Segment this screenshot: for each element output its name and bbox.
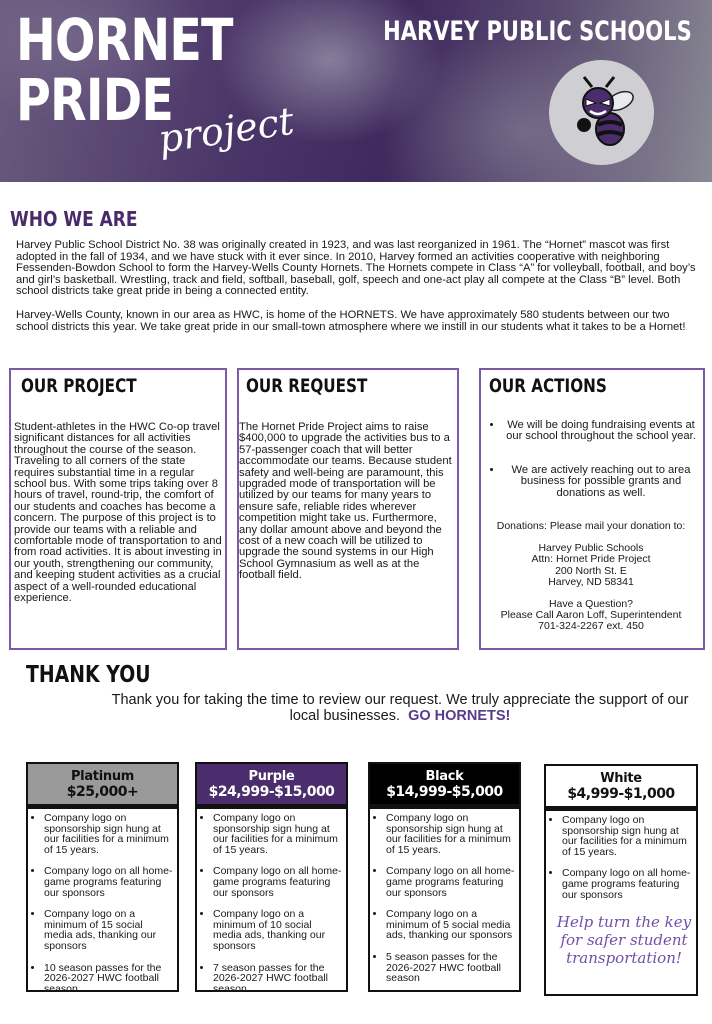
tier-benefit: • 7 season passes for the 2026-2027 HWC football season xyxy=(213,963,342,995)
school-name: HARVEY PUBLIC SCHOOLS xyxy=(383,16,692,47)
tier-benefit: • 10 season passes for the 2026-2027 HWC football season xyxy=(44,963,173,995)
address-line: Harvey, ND 58341 xyxy=(548,575,634,588)
our-request-box xyxy=(237,368,459,650)
tier-name: Platinum xyxy=(70,769,135,784)
hornet-mascot-icon xyxy=(562,73,642,153)
tier-benefit: • Company logo on a minimum of 10 social media ads, thanking our sponsors xyxy=(213,909,342,951)
actions-item: • We are actively reaching out to area business for possible grants and donations as well. xyxy=(503,465,699,499)
tier-amount: $25,000+ xyxy=(66,784,139,800)
who-paragraph-2: Harvey-Wells County, known in our area as HWC, is home of the HORNETS. We have approximately 580 students between our two school districts this year. We take great pride in our small-town atmosphere where we instill in our students what it takes to be a Hornet! xyxy=(16,308,686,333)
tier-benefits-list xyxy=(370,813,519,984)
tier-platinum-header xyxy=(26,762,179,806)
tier-amount: $4,999-$1,000 xyxy=(567,786,675,802)
tier-benefit: • Company logo on a minimum of 15 social media ads, thanking our sponsors xyxy=(44,909,173,951)
hornet-logo xyxy=(549,60,654,165)
who-we-are-body xyxy=(16,240,702,345)
tier-platinum-body xyxy=(26,806,179,995)
our-request-body: The Hornet Pride Project aims to raise $400,000 to upgrade the activities bus to a 57-passenger coach that will better accommodate our teams. Because student safety and well-being are paramount, this upgraded mode of transportation will be utilized by our teams for many years to ensure safe, reliable rides wherever competition might take us. Furthermore, any dollar amount above and beyond the cost of a new coach will be utilized to upgrade the sound systems in our High School Gymnasium as well as at the football field. xyxy=(239,421,452,582)
our-project-body: Student-athletes in the HWC Co-op travel significant distances for all activities throughout the course of the season. Traveling to all corners of the state requires substantial time in a regular school bus. With some trips taking over 8 hours of travel, round-trip, the comfort of our students and coaches has become a concern. The purpose of this project is to provide our teams with a reliable and comfortable mode of transportation to and from road activities. It is about investing in our youth, strengthening our community, and keeping student activities as a crucial aspect of a well-rounded educational experience. xyxy=(14,421,222,605)
tier-name: Purple xyxy=(248,769,295,784)
tier-benefit: • Company logo on all home-game programs featuring our sponsors xyxy=(386,866,515,898)
tier-benefit: • Company logo on sponsorship sign hung at our facilities for a minimum of 15 years. xyxy=(213,813,342,855)
help-turn-key-note: Help turn the key for safer student transportation! xyxy=(556,913,692,967)
tier-amount: $14,999-$5,000 xyxy=(386,784,503,800)
tier-purple-header xyxy=(195,762,348,806)
tier-white-body xyxy=(544,808,698,996)
tier-purple-body xyxy=(195,806,348,995)
tier-name: White xyxy=(600,771,642,786)
actions-list xyxy=(483,420,699,499)
tier-benefit: • Company logo on sponsorship sign hung at our facilities for a minimum of 15 years. xyxy=(44,813,173,855)
tier-benefit: • Company logo on all home-game programs featuring our sponsors xyxy=(562,868,692,900)
contact-line: 701-324-2267 ext. 450 xyxy=(538,620,644,633)
address-line: 200 North St. E xyxy=(555,564,627,577)
our-actions-content xyxy=(483,420,699,633)
thank-you-body xyxy=(110,693,690,724)
tier-benefit: • Company logo on a minimum of 5 social media ads, thanking our sponsors xyxy=(386,909,515,941)
header-banner xyxy=(0,0,712,182)
donations-text: Donations: Please mail your donation to: xyxy=(496,520,686,533)
tier-benefits-list xyxy=(28,813,177,994)
address-line: Harvey Public Schools xyxy=(538,542,644,555)
tier-benefits-list xyxy=(546,815,696,900)
our-actions-box xyxy=(479,368,705,650)
contact-line: Please Call Aaron Loff, Superintendent xyxy=(500,609,682,622)
tier-white-header xyxy=(544,764,698,808)
tier-benefits-list xyxy=(197,813,346,994)
tier-benefit: • Company logo on all home-game programs featuring our sponsors xyxy=(213,866,342,898)
our-request-heading: OUR REQUEST xyxy=(246,375,368,397)
our-actions-heading: OUR ACTIONS xyxy=(489,375,607,397)
tier-name: Black xyxy=(425,769,464,784)
tier-black-header xyxy=(368,762,521,806)
who-we-are-heading: WHO WE ARE xyxy=(10,207,138,231)
tier-benefit: • Company logo on sponsorship sign hung at our facilities for a minimum of 15 years. xyxy=(562,815,692,857)
banner-title-line1: HORNET xyxy=(16,6,233,74)
our-project-heading: OUR PROJECT xyxy=(21,375,137,397)
go-hornets-text: GO HORNETS! xyxy=(408,707,511,724)
tier-benefit: • Company logo on all home-game programs featuring our sponsors xyxy=(44,866,173,898)
tier-amount: $24,999-$15,000 xyxy=(208,784,335,800)
banner-project-script: project xyxy=(155,98,297,162)
address-line: Attn: Hornet Pride Project xyxy=(531,553,651,566)
question-text: Have a Question? xyxy=(548,598,634,611)
tier-black-body xyxy=(368,806,521,992)
tier-benefit: • Company logo on sponsorship sign hung at our facilities for a minimum of 15 years. xyxy=(386,813,515,855)
tier-benefit: • 5 season passes for the 2026-2027 HWC football season xyxy=(386,952,515,984)
thank-you-heading: THANK YOU xyxy=(26,662,151,688)
who-paragraph-1: Harvey Public School District No. 38 was originally created in 1923, and was last reorganized in 1961. The “Hornet” mascot was first adopted in the fall of 1934, and we have stuck with it ever since. In 2010, Harvey formed an activities cooperative with neighboring Fessenden-Bowdon School to form the Harvey-Wells County Hornets. The Hornets compete in Class “A” for volleyball, football, and boy’s and girl’s basketball. Wrestling, track and field, softball, baseball, golf, speech and one-act play all compete at the Class “B” level. Both school districts take great pride in being a connected entity. xyxy=(16,239,696,298)
thank-you-text: Thank you for taking the time to review our request. We truly appreciate the support of our local businesses. xyxy=(111,692,689,724)
actions-item: • We will be doing fundraising events at our school throughout the school year. xyxy=(503,420,699,443)
our-project-box xyxy=(9,368,227,650)
banner-title-line2: PRIDE xyxy=(16,66,174,134)
